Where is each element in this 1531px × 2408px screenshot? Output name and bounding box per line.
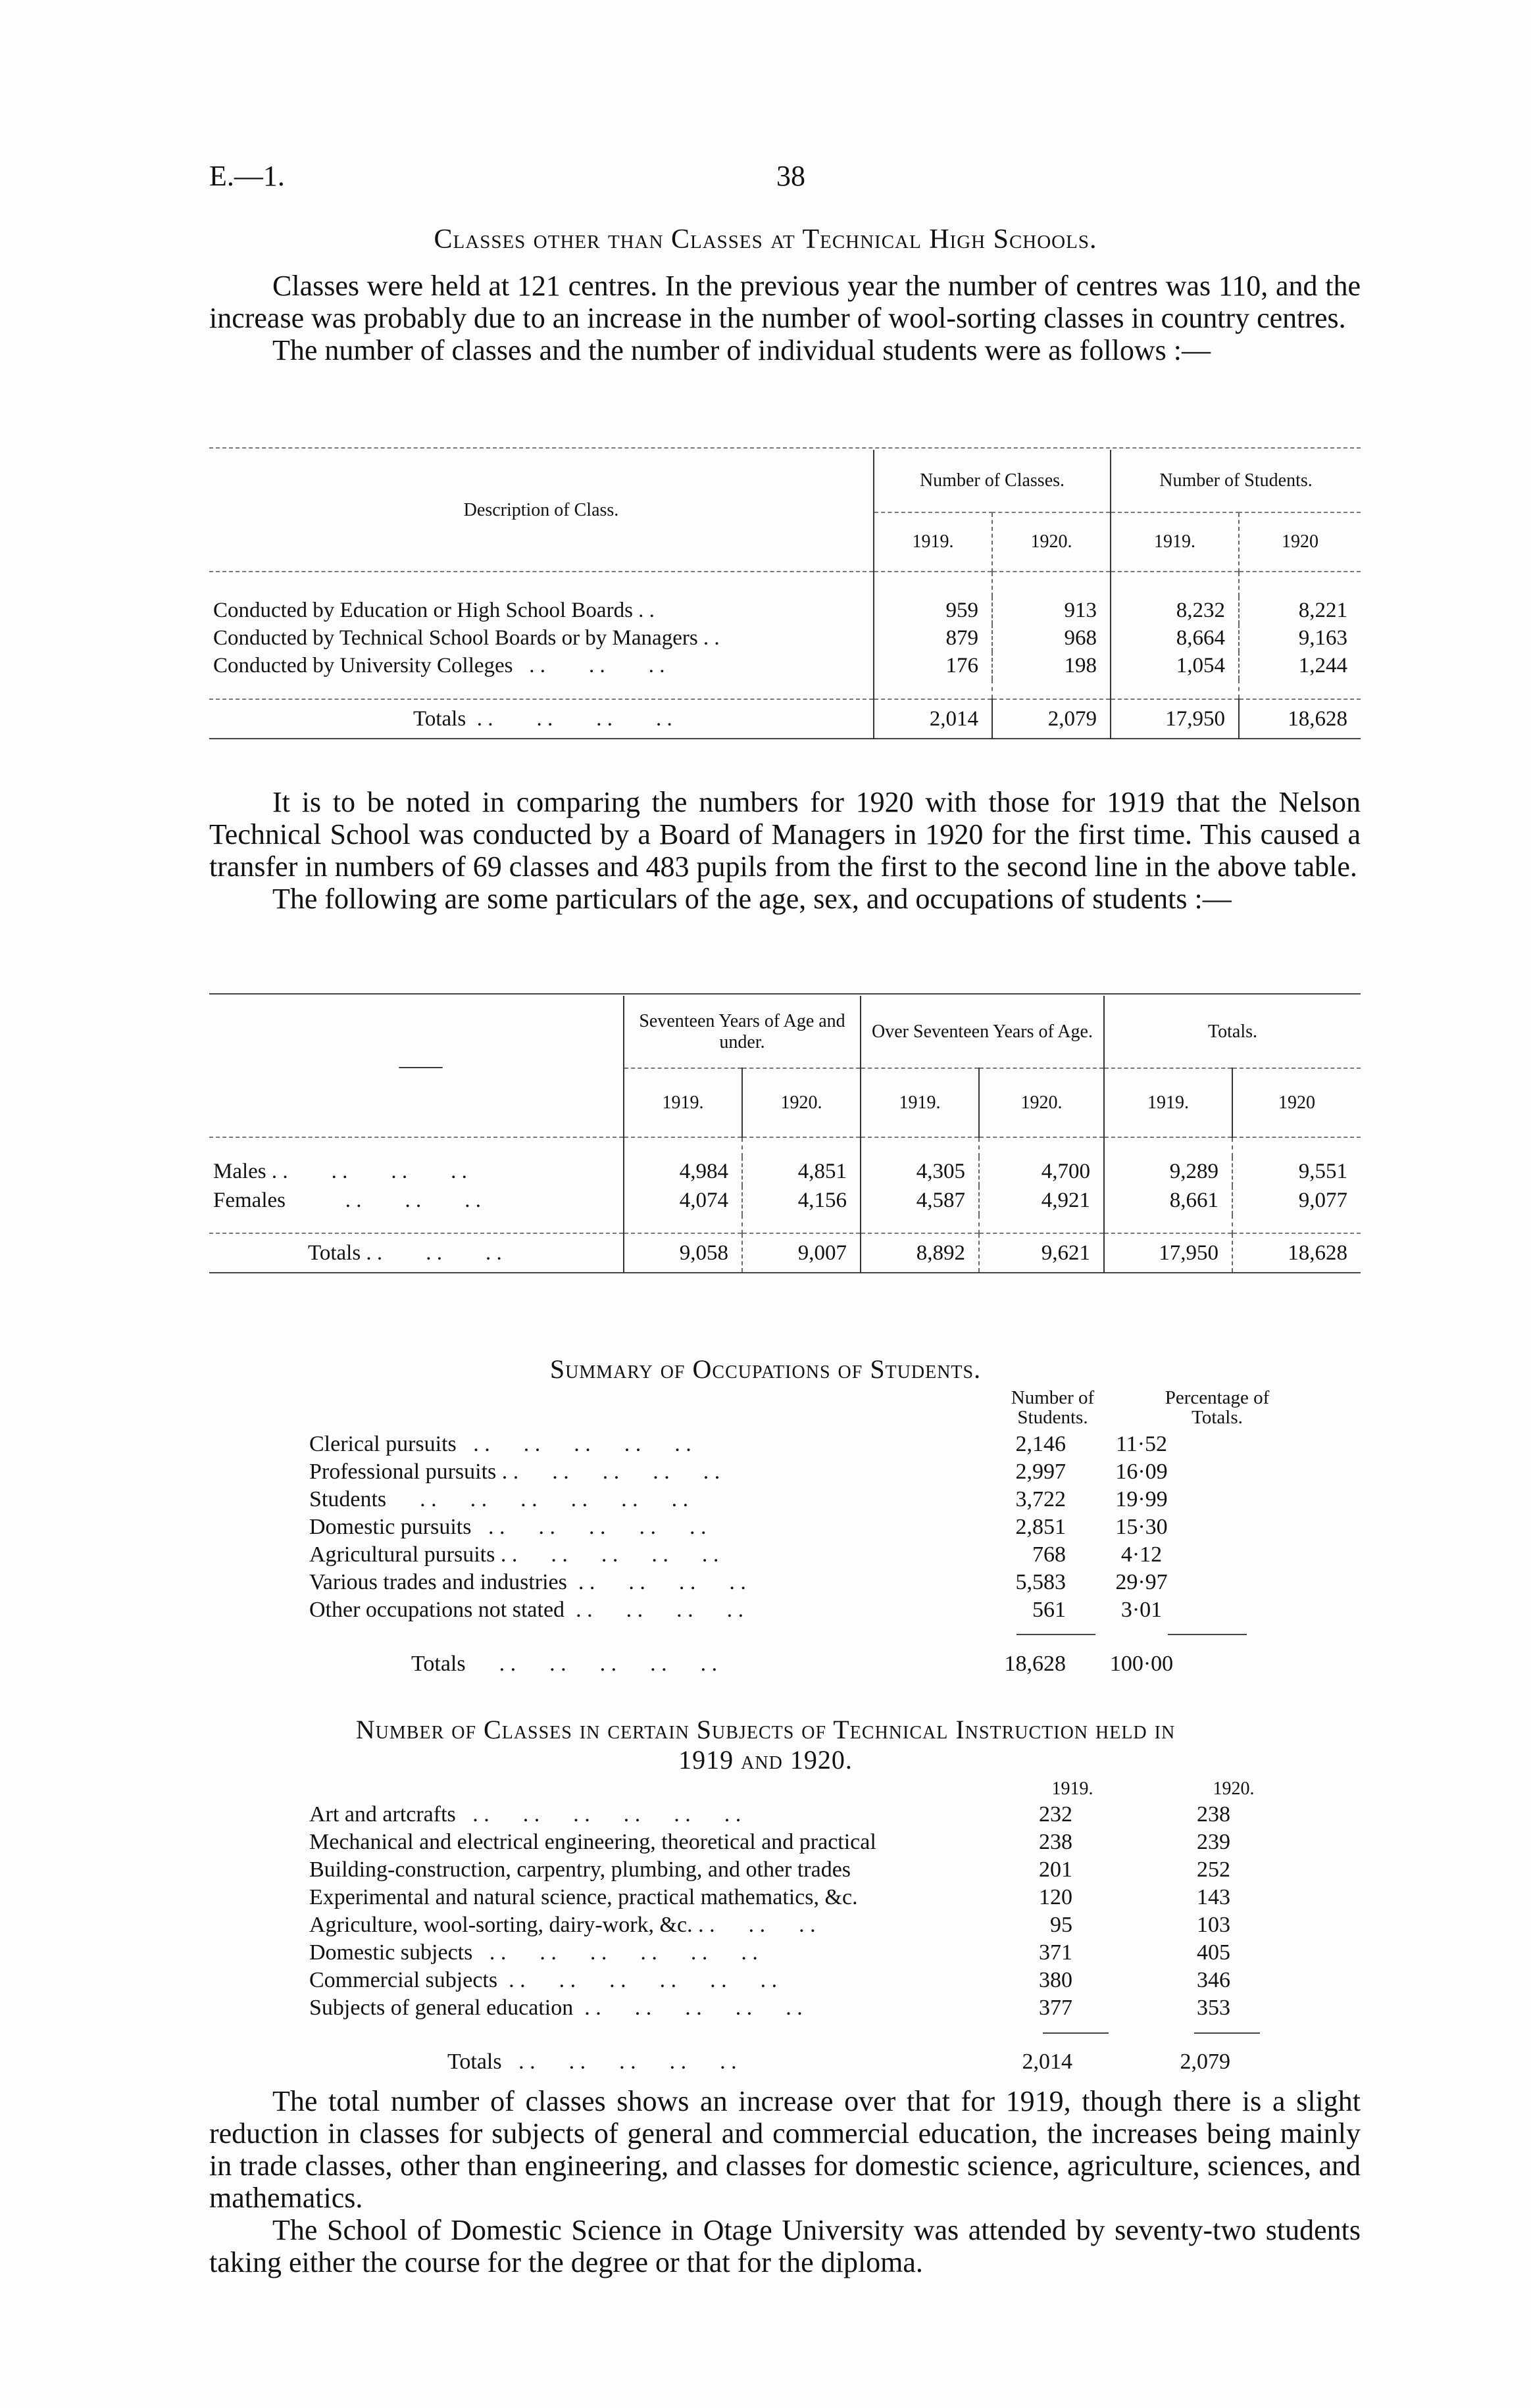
section-heading-classes: Classes other than Classes at Technical High Schools. (434, 224, 1097, 255)
item-1920: 353 (1197, 1996, 1230, 2020)
year-header: 1919. (1111, 512, 1239, 572)
table2-dash: —— (399, 1054, 443, 1078)
occupations-list (309, 1431, 1217, 1678)
row-label: Females (213, 1188, 286, 1212)
item-percentage: 15·30 (1115, 1515, 1168, 1539)
item-1919: 380 (1039, 1968, 1072, 1992)
item-1920: 252 (1197, 1857, 1230, 1882)
group-header: Seventeen Years of Age and under. (624, 996, 861, 1068)
cell: 1,054 (1111, 652, 1239, 679)
item-1920: 239 (1197, 1830, 1230, 1854)
table-row (209, 624, 1361, 652)
year-header: 1920. (992, 512, 1111, 572)
year-header: 1920 (1232, 1068, 1361, 1137)
cell: 8,661 (1104, 1186, 1232, 1215)
year-header: 1920. (979, 1068, 1104, 1137)
item-1920: 346 (1197, 1968, 1230, 1992)
item-label: Domestic pursuits (309, 1515, 472, 1539)
row-label: Conducted by University Colleges (213, 653, 513, 677)
classes-header: Number of Classes. (874, 450, 1111, 512)
item-label: Professional pursuits (309, 1460, 497, 1484)
occ-col-number-header: Number of Students. (1011, 1387, 1095, 1428)
cell: 8,892 (861, 1233, 979, 1273)
cell: 176 (874, 652, 992, 679)
list-item (309, 1967, 1230, 1994)
age-sex-table (209, 996, 1361, 1273)
totals-row (309, 1650, 1217, 1678)
item-1920: 238 (1197, 1802, 1230, 1827)
item-label: Other occupations not stated (309, 1598, 565, 1622)
intro-paragraphs (209, 270, 1361, 366)
item-number: 5,583 (1015, 1570, 1066, 1594)
totals-row (309, 2048, 1230, 2076)
total-percentage: 100·00 (1109, 1652, 1174, 1676)
closing-paragraphs (209, 2085, 1361, 2278)
item-leader: . . . . . . . . . . . . (472, 1940, 758, 1965)
nelson-paragraph: It is to be noted in comparing the numbers for 1920 with those for 1919 that the Nelson Technical School was conducted by a Board of Managers in 1920 for the first time. This caused a transfer in numbers of 69 classes and 483 pupils from the first to the second line in the above table. (209, 786, 1361, 883)
cell: 17,950 (1111, 699, 1239, 739)
cell: 4,921 (979, 1186, 1104, 1215)
item-1920: 143 (1197, 1885, 1230, 1909)
subjects-list (309, 1801, 1230, 2076)
totals-row (209, 1233, 1361, 1273)
row-leader: . . . . . . (288, 1159, 467, 1183)
cell: 2,014 (874, 699, 992, 739)
item-label: Art and artcrafts (309, 1802, 456, 1827)
item-label: Agricultural pursuits (309, 1542, 495, 1567)
cell: 9,163 (1239, 624, 1361, 652)
list-item (309, 1431, 1217, 1458)
item-leader: . . . . . . . . . . (573, 1996, 803, 2020)
list-item (309, 1829, 1230, 1856)
totals-label: Totals (447, 2050, 502, 2074)
year-header: 1920. (742, 1068, 861, 1137)
page-ref: E.—1. (209, 160, 285, 192)
list-item (309, 1884, 1230, 1911)
list-item (309, 1513, 1217, 1541)
item-leader: . . . . . . . . . . . . (455, 1802, 741, 1827)
item-label: Subjects of general education (309, 1996, 574, 2020)
table-row (209, 1157, 1361, 1186)
item-label: Various trades and industries (309, 1570, 567, 1594)
cell: 968 (992, 624, 1111, 652)
particulars-paragraph: The following are some particulars of the age, sex, and occupations of students :— (272, 883, 1232, 915)
table-row (209, 597, 1361, 624)
cell: 4,074 (624, 1186, 742, 1215)
item-percentage: 4·12 (1120, 1542, 1163, 1567)
cell: 17,950 (1104, 1233, 1232, 1273)
item-leader: . . . . . . . . . . (495, 1542, 719, 1567)
row-label: Conducted by Technical School Boards or by Managers (213, 626, 698, 650)
cell: 9,621 (979, 1233, 1104, 1273)
cell: 9,058 (624, 1233, 742, 1273)
list-item (309, 1801, 1230, 1829)
item-number: 2,146 (1015, 1432, 1066, 1456)
occupations-heading: Summary of Occupations of Students. (549, 1354, 982, 1384)
item-label: Domestic subjects (309, 1940, 473, 1965)
cell: 8,664 (1111, 624, 1239, 652)
year-header: 1919. (861, 1068, 979, 1137)
cell: 879 (874, 624, 992, 652)
item-1919: 371 (1039, 1940, 1072, 1965)
item-number: 2,997 (1015, 1460, 1066, 1484)
cell: 8,232 (1111, 597, 1239, 624)
table-row (209, 652, 1361, 679)
cell: 18,628 (1232, 1233, 1361, 1273)
row-leader: . . . . . . . . (466, 706, 672, 731)
cell: 4,305 (861, 1157, 979, 1186)
item-leader: . . . . . . (692, 1913, 816, 1937)
cell: 198 (992, 652, 1111, 679)
item-number: 561 (1032, 1598, 1066, 1622)
list-item (309, 1541, 1217, 1569)
item-number: 3,722 (1015, 1487, 1066, 1511)
cell: 4,851 (742, 1157, 861, 1186)
cell: 8,221 (1239, 597, 1361, 624)
item-leader: . . . . . . . . (566, 1570, 746, 1594)
item-leader: . . . . . . . . . . . . (386, 1487, 689, 1511)
item-number: 768 (1032, 1542, 1066, 1567)
row-leader: . . (632, 598, 655, 622)
item-percentage: 11·52 (1115, 1432, 1168, 1456)
item-1919: 95 (1050, 1913, 1072, 1937)
subjects-heading-line1: Number of Classes in certain Subjects of Technical Instruction held in (355, 1715, 1176, 1744)
list-item (309, 1856, 1230, 1884)
row-leader: . . . . (382, 1241, 502, 1265)
table-row (209, 1186, 1361, 1215)
occ-col-percentage-header: Percentage of Totals. (1165, 1387, 1270, 1428)
item-1920: 405 (1197, 1940, 1230, 1965)
totals-label: Totals (413, 706, 466, 731)
item-1919: 238 (1039, 1830, 1072, 1854)
item-leader: . . . . . . . . . . (496, 1460, 720, 1484)
list-item (309, 1911, 1230, 1939)
cell: 4,156 (742, 1186, 861, 1215)
item-leader: . . . . . . . . . . (471, 1515, 707, 1539)
page-number: 38 (776, 160, 805, 192)
intro-paragraph-1: Classes were held at 121 centres. In the previous year the number of centres was 110, and the increase was probably due to an increase in the number of wool-sorting classes in country centres. (209, 270, 1361, 334)
year-header: 1919. (874, 512, 992, 572)
subjects-col-1919: 1919. (1051, 1779, 1093, 1799)
list-item (309, 1486, 1217, 1513)
row-label: Males . . (213, 1159, 288, 1183)
students-header: Number of Students. (1111, 450, 1361, 512)
item-label: Clerical pursuits (309, 1432, 457, 1456)
item-1919: 201 (1039, 1857, 1072, 1882)
total-1920: 2,079 (1180, 2050, 1230, 2074)
cell: 18,628 (1239, 699, 1361, 739)
closing-paragraph-2: The School of Domestic Science in Otage University was attended by seventy-two students taking either the course for the degree or that for the diploma. (209, 2214, 1361, 2278)
item-1919: 120 (1039, 1885, 1072, 1909)
cell: 9,289 (1104, 1157, 1232, 1186)
total-number: 18,628 (1004, 1652, 1066, 1676)
row-label: Conducted by Education or High School Boards (213, 598, 633, 622)
year-header: 1919. (624, 1068, 742, 1137)
item-label: Agriculture, wool-sorting, dairy-work, &c. (309, 1913, 693, 1937)
row-leader: . . (697, 626, 720, 650)
item-leader: . . . . . . . . . . . . (497, 1968, 778, 1992)
cell: 913 (992, 597, 1111, 624)
year-header: 1919. (1104, 1068, 1232, 1137)
year-header: 1920 (1239, 512, 1361, 572)
group-header: Over Seventeen Years of Age. (861, 996, 1104, 1068)
item-label: Commercial subjects (309, 1968, 498, 1992)
totals-label: Totals . . (308, 1241, 383, 1265)
cell: 9,077 (1232, 1186, 1361, 1215)
list-item (309, 1569, 1217, 1596)
row-leader: . . . . . . (285, 1188, 481, 1212)
item-number: 2,851 (1015, 1515, 1066, 1539)
cell: 4,984 (624, 1157, 742, 1186)
list-item (309, 1458, 1217, 1486)
cell: 2,079 (992, 699, 1111, 739)
item-leader: . . . . . . . . (565, 1598, 744, 1622)
total-1919: 2,014 (1022, 2050, 1072, 2074)
desc-header: Description of Class. (463, 500, 619, 520)
cell: 959 (874, 597, 992, 624)
item-label: Students (309, 1487, 387, 1511)
closing-paragraph-1: The total number of classes shows an increase over that for 1919, though there is a slight reduction in classes for subjects of general and commercial education, the increases being mainly in trade classes, other than engineering, and classes for domestic science, agriculture, sciences, and mathematics. (209, 2085, 1361, 2214)
list-item (309, 1596, 1217, 1624)
item-percentage: 3·01 (1120, 1598, 1163, 1622)
list-item (309, 1939, 1230, 1967)
subjects-col-1920: 1920. (1213, 1779, 1255, 1799)
item-label: Building-construction, carpentry, plumbing, and other trades (309, 1857, 851, 1882)
item-leader: . . . . . . . . . . (465, 1652, 718, 1676)
nelson-paragraphs (209, 786, 1361, 915)
item-label: Mechanical and electrical engineering, theoretical and practical (309, 1830, 876, 1854)
cell: 1,244 (1239, 652, 1361, 679)
item-1919: 232 (1039, 1802, 1072, 1827)
group-header: Totals. (1104, 996, 1361, 1068)
cell: 4,587 (861, 1186, 979, 1215)
intro-paragraph-2: The number of classes and the number of individual students were as follows :— (272, 334, 1211, 366)
item-1919: 377 (1039, 1996, 1072, 2020)
row-leader: . . . . . . (513, 653, 665, 677)
item-label: Experimental and natural science, practical mathematics, &c. (309, 1885, 858, 1909)
cell: 4,700 (979, 1157, 1104, 1186)
cell: 9,551 (1232, 1157, 1361, 1186)
item-leader: . . . . . . . . . . (456, 1432, 691, 1456)
cell: 9,007 (742, 1233, 861, 1273)
item-percentage: 19·99 (1115, 1487, 1168, 1511)
classes-table (209, 450, 1361, 739)
item-1920: 103 (1197, 1913, 1230, 1937)
totals-row (209, 699, 1361, 739)
item-leader: . . . . . . . . . . (501, 2050, 737, 2074)
item-percentage: 29·97 (1115, 1570, 1168, 1594)
totals-label: Totals (411, 1652, 466, 1676)
list-item (309, 1994, 1230, 2022)
item-percentage: 16·09 (1115, 1460, 1168, 1484)
subjects-heading-line2: 1919 and 1920. (678, 1745, 853, 1775)
